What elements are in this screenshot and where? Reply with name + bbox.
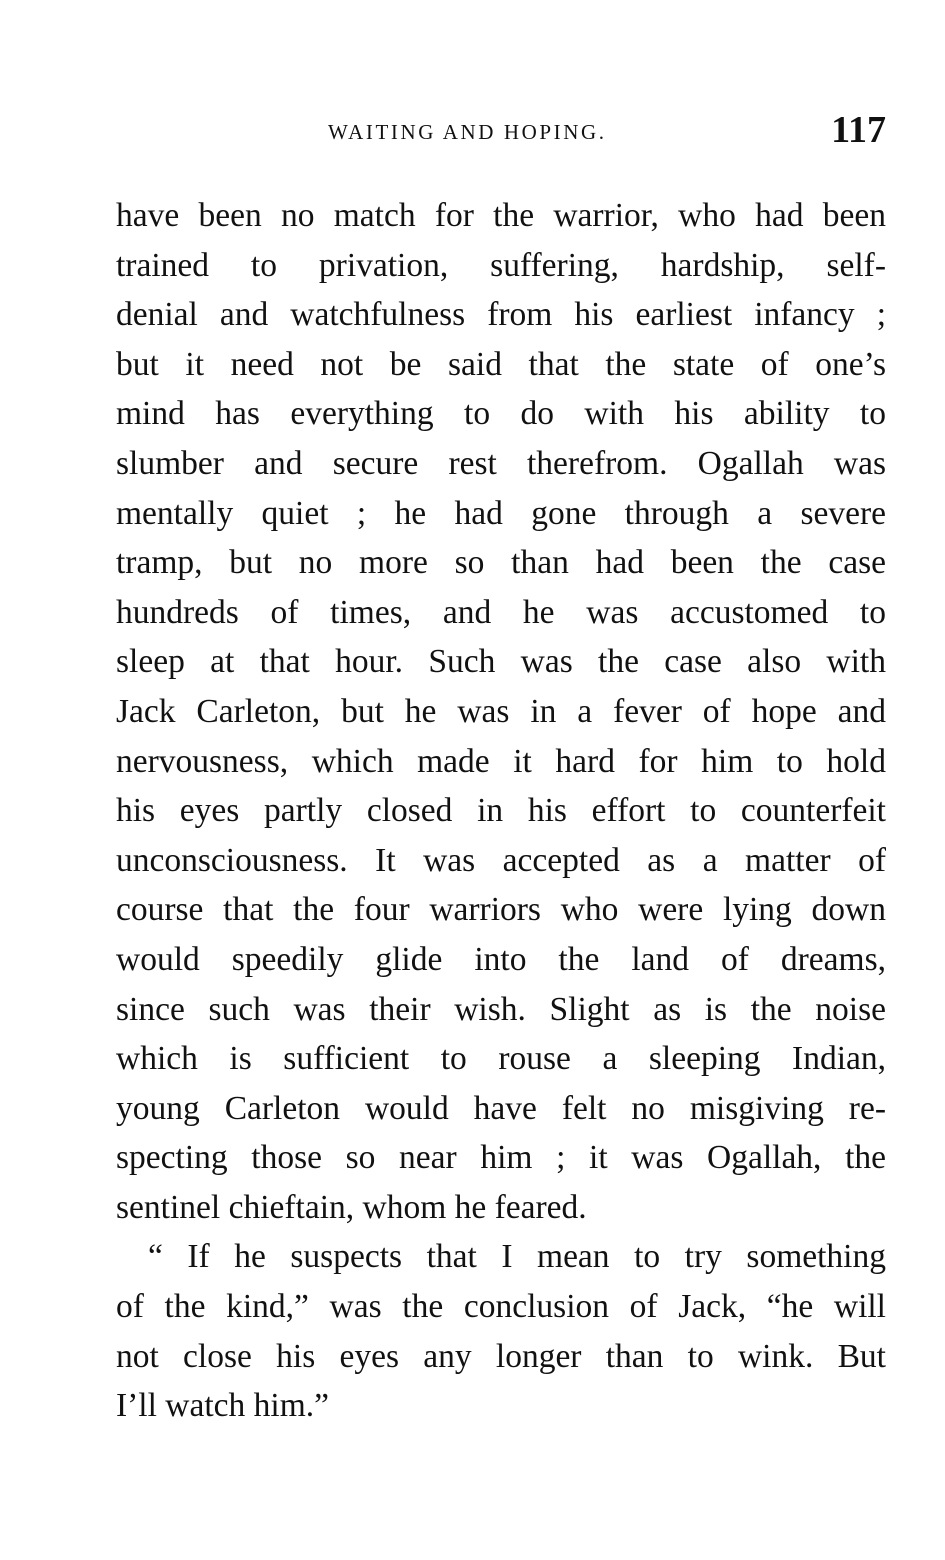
text-line: “ If he suspects that I mean to try something <box>148 1238 886 1276</box>
text-line: denial and watchfulness from his earliest infancy ; <box>116 296 886 334</box>
text-line: sleep at that hour. Such was the case also with <box>116 643 886 681</box>
text-line: slumber and secure rest therefrom. Ogallah was <box>116 444 886 482</box>
running-title: WAITING AND HOPING. <box>328 120 607 144</box>
text-line: would speedily glide into the land of dreams, <box>116 940 886 978</box>
paragraph-1 <box>116 191 886 1232</box>
text-line: hundreds of times, and he was accustomed to <box>116 593 886 631</box>
body-text <box>116 191 886 1431</box>
text-line: his eyes partly closed in his effort to counterfeit <box>116 792 886 830</box>
text-line: nervousness, which made it hard for him to hold <box>116 742 886 780</box>
text-line: since such was their wish. Slight as is the noise <box>116 990 886 1028</box>
text-line: trained to privation, suffering, hardship, self- <box>116 246 886 284</box>
text-line: not close his eyes any longer than to wink. But <box>116 1337 886 1375</box>
text-line: I’ll watch him.” <box>116 1387 330 1425</box>
page-number: 117 <box>831 109 886 151</box>
text-line: young Carleton would have felt no misgiving re- <box>116 1089 886 1127</box>
paragraph-2 <box>116 1232 886 1430</box>
running-head <box>116 108 886 158</box>
text-line: of the kind,” was the conclusion of Jack, “he will <box>116 1288 886 1326</box>
text-line: but it need not be said that the state of one’s <box>116 345 886 383</box>
text-line: which is sufficient to rouse a sleeping Indian, <box>116 1040 886 1078</box>
text-line: sentinel chieftain, whom he feared. <box>116 1188 587 1226</box>
text-line: tramp, but no more so than had been the case <box>116 544 886 582</box>
text-line: have been no match for the warrior, who had been <box>116 197 886 234</box>
text-line: mind has everything to do with his ability to <box>116 395 886 433</box>
text-line: unconsciousness. It was accepted as a matter of <box>116 841 886 879</box>
text-line: course that the four warriors who were lying down <box>116 891 886 929</box>
text-line: specting those so near him ; it was Ogallah, the <box>116 1139 886 1177</box>
text-line: Jack Carleton, but he was in a fever of hope and <box>116 692 886 730</box>
text-line: mentally quiet ; he had gone through a severe <box>116 494 886 532</box>
